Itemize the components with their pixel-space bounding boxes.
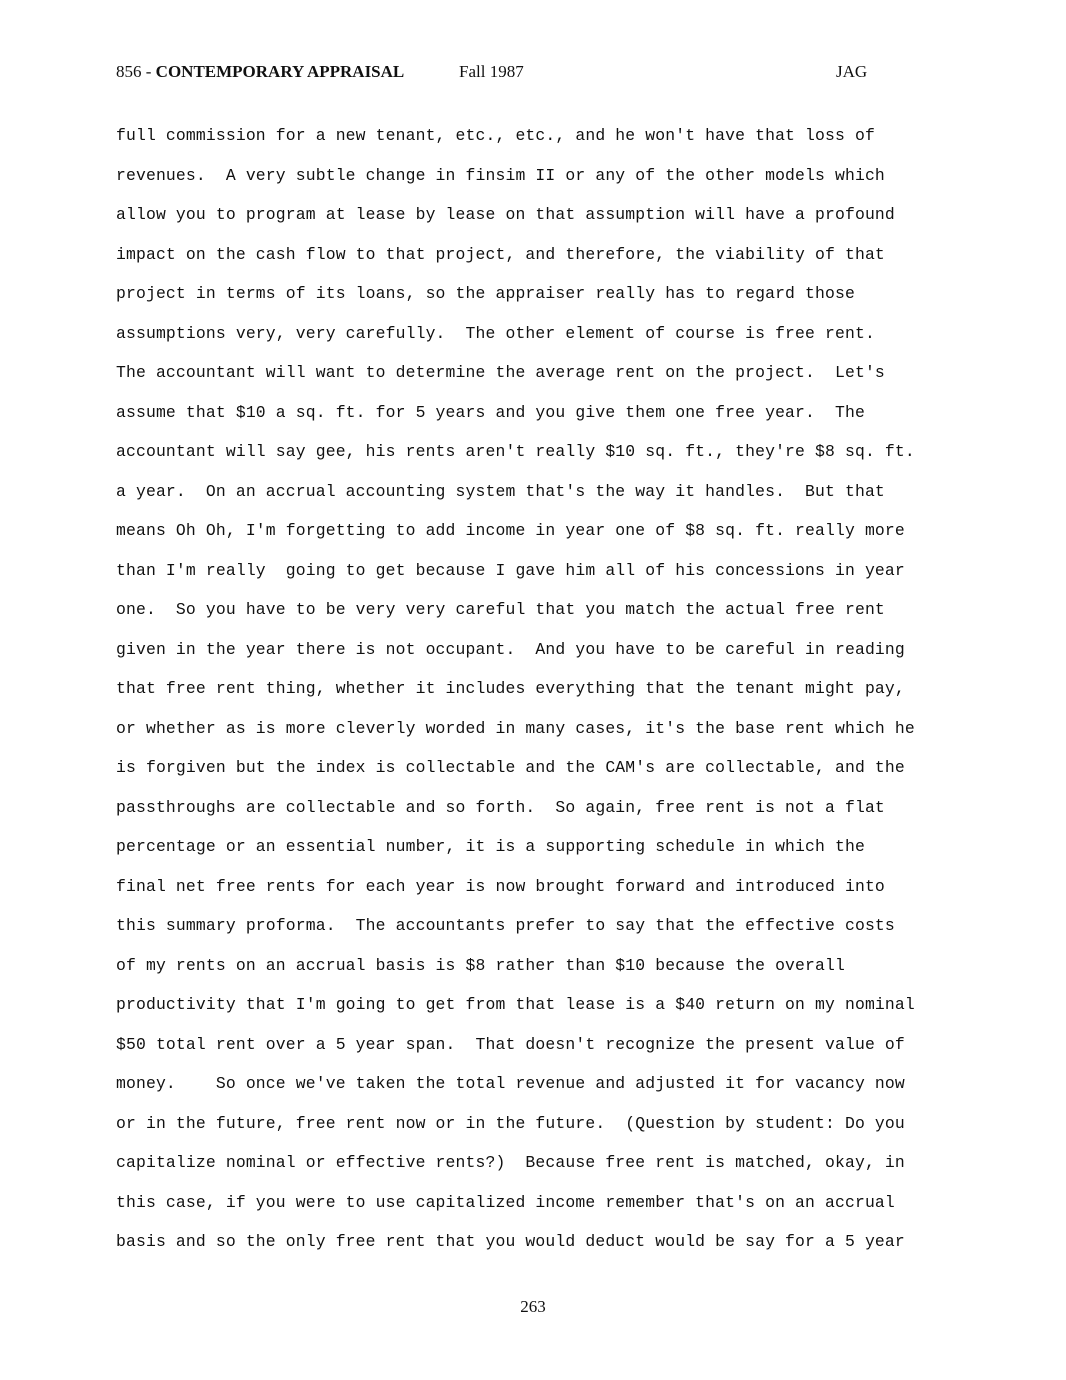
page-number: 263: [520, 1297, 546, 1316]
text-line: means Oh Oh, I'm forgetting to add income in year one of $8 sq. ft. really more: [116, 521, 905, 540]
text-line: passthroughs are collectable and so forth. So again, free rent is not a flat: [116, 797, 885, 817]
text-line: one. So you have to be very very careful that you match the actual free rent: [116, 600, 885, 619]
text-line: given in the year there is not occupant. And you have to be careful in reading: [116, 639, 905, 659]
text-line: final net free rents for each year is now brought forward and introduced into: [116, 876, 885, 896]
transcript-body: [116, 125, 1016, 1271]
text-line: assume that $10 a sq. ft. for 5 years and you give them one free year. The: [116, 402, 865, 422]
text-line: full commission for a new tenant, etc., etc., and he won't have that loss of: [116, 126, 875, 145]
page-header: [0, 62, 1066, 86]
course-heading: [116, 62, 404, 82]
text-line: revenues. A very subtle change in finsim II or any of the other models which: [116, 165, 885, 185]
course-number: 856 -: [116, 62, 156, 81]
text-line: a year. On an accrual accounting system that's the way it handles. But that: [116, 481, 885, 501]
text-line: or whether as is more cleverly worded in many cases, it's the base rent which he: [116, 718, 915, 738]
text-line: capitalize nominal or effective rents?) Because free rent is matched, okay, in: [116, 1153, 905, 1172]
text-line: impact on the cash flow to that project, and therefore, the viability of that: [116, 244, 885, 264]
text-line: productivity that I'm going to get from that lease is a $40 return on my nominal: [116, 995, 915, 1014]
text-line: percentage or an essential number, it is a supporting schedule in which the: [116, 837, 865, 856]
text-line: $50 total rent over a 5 year span. That doesn't recognize the present value of: [116, 1034, 905, 1054]
text-line: The accountant will want to determine the average rent on the project. Let's: [116, 363, 885, 382]
text-line: assumptions very, very carefully. The other element of course is free rent.: [116, 323, 875, 343]
text-line: this summary proforma. The accountants prefer to say that the effective costs: [116, 916, 895, 935]
text-line: money. So once we've taken the total revenue and adjusted it for vacancy now: [116, 1074, 905, 1093]
author-initials: JAG: [836, 62, 868, 81]
text-line: project in terms of its loans, so the appraiser really has to regard those: [116, 284, 855, 303]
text-line: accountant will say gee, his rents aren't really $10 sq. ft., they're $8 sq. ft.: [116, 442, 915, 461]
text-line: than I'm really going to get because I gave him all of his concessions in year: [116, 560, 905, 580]
text-line: basis and so the only free rent that you would deduct would be say for a 5 year: [116, 1232, 905, 1251]
text-line: of my rents on an accrual basis is $8 rather than $10 because the overall: [116, 955, 845, 975]
text-line: this case, if you were to use capitalized income remember that's on an accrual: [116, 1192, 895, 1212]
text-line: is forgiven but the index is collectable and the CAM's are collectable, and the: [116, 758, 905, 777]
text-line: allow you to program at lease by lease on that assumption will have a profound: [116, 205, 895, 224]
text-line: that free rent thing, whether it includes everything that the tenant might pay,: [116, 679, 905, 698]
course-title: CONTEMPORARY APPRAISAL: [155, 62, 405, 81]
term-label: Fall 1987: [459, 62, 524, 81]
text-line: or in the future, free rent now or in the future. (Question by student: Do you: [116, 1113, 905, 1133]
